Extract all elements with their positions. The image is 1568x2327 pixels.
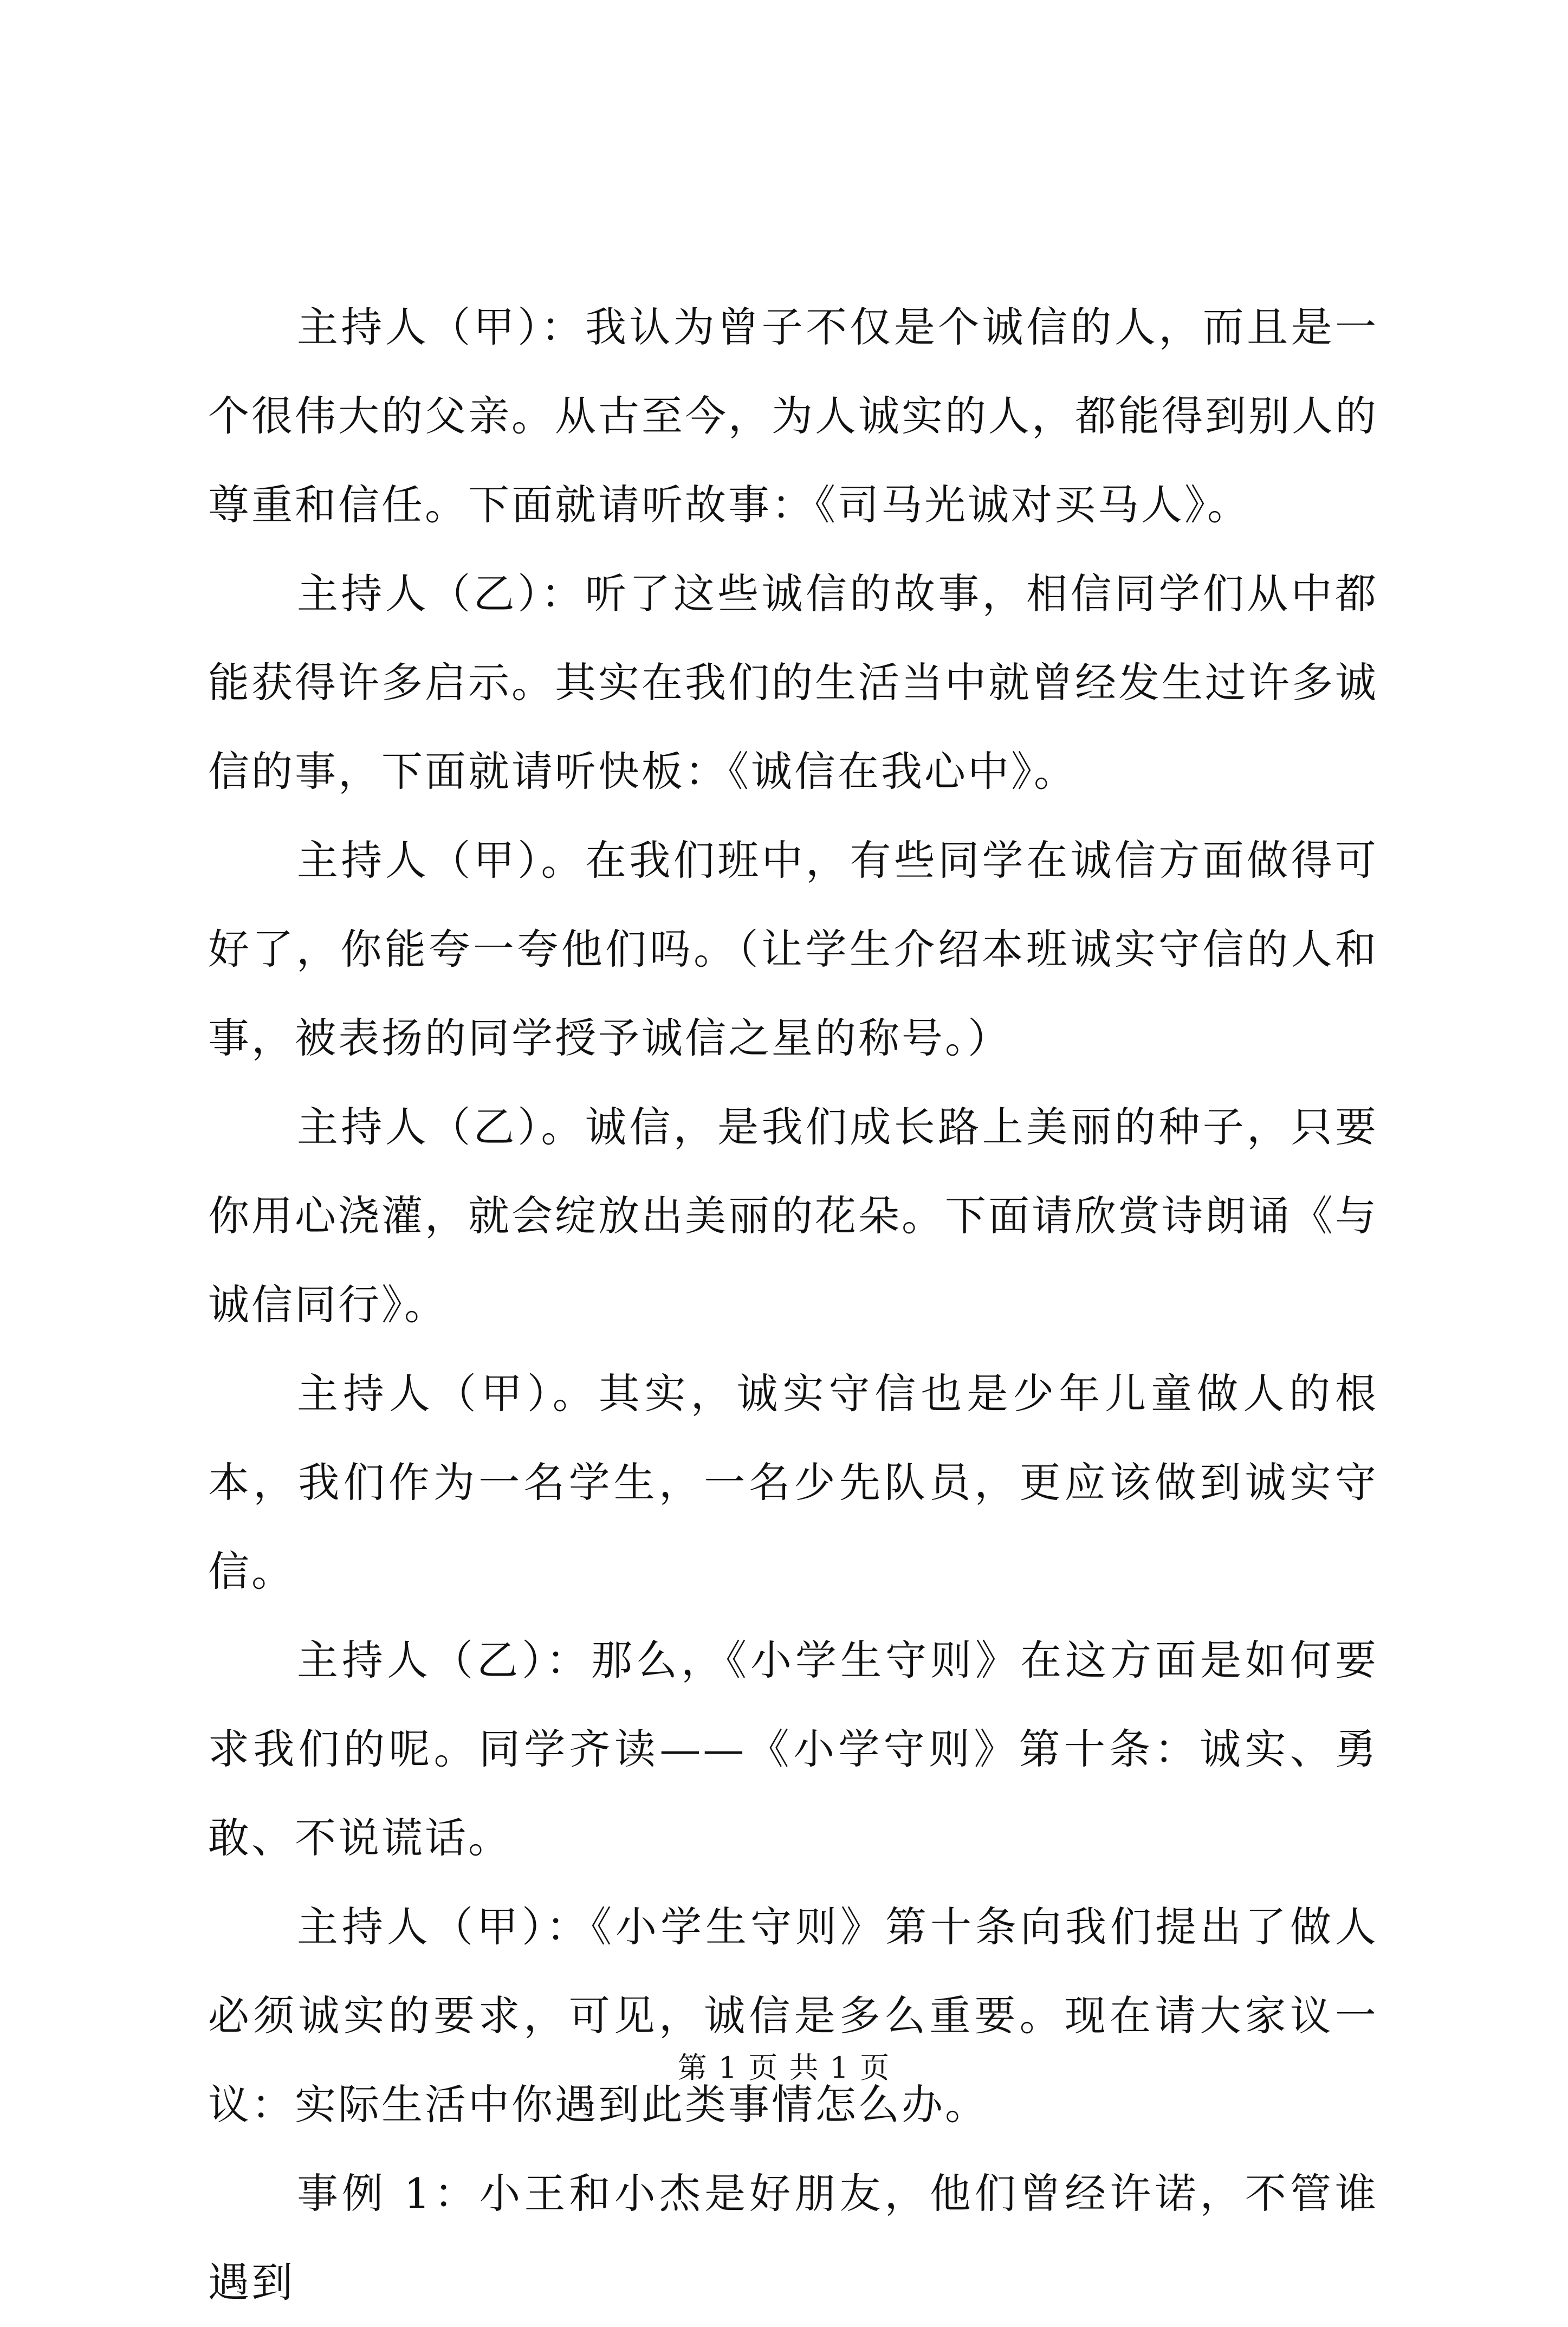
paragraph: 主持人（甲）。在我们班中，有些同学在诚信方面做得可好了，你能夸一夸他们吗。（让学生介绍本班诚实守信的人和事，被表扬的同学授予诚信之星的称号。） <box>208 836 1378 1062</box>
page-footer: 第 1 页 共 1 页 <box>677 2051 891 2085</box>
paragraph: 主持人（乙）：那么，《小学生守则》在这方面是如何要求我们的呢。同学齐读——《小学守则》第十条：诚实、勇敢、不说谎话。 <box>208 1636 1378 1862</box>
paragraph: 主持人（甲）：《小学生守则》第十条向我们提出了做人必须诚实的要求，可见，诚信是多么重要。现在请大家议一议：实际生活中你遇到此类事情怎么办。 <box>208 1903 1378 2129</box>
paragraph: 主持人（乙）。诚信，是我们成长路上美丽的种子，只要你用心浇灌，就会绽放出美丽的花朵。下面请欣赏诗朗诵《与诚信同行》。 <box>208 1103 1378 1329</box>
paragraph: 主持人（甲）。其实，诚实守信也是少年儿童做人的根本，我们作为一名学生，一名少先队员，更应该做到诚实守信。 <box>208 1369 1378 1595</box>
paragraph: 主持人（乙）：听了这些诚信的故事，相信同学们从中都能获得许多启示。其实在我们的生活当中就曾经发生过许多诚信的事，下面就请听快板：《诚信在我心中》。 <box>208 570 1378 796</box>
paragraph: 事例 1：小王和小杰是好朋友，他们曾经许诺，不管谁遇到 <box>208 2169 1378 2306</box>
paragraph: 主持人（甲）：我认为曾子不仅是个诚信的人，而且是一个很伟大的父亲。从古至今，为人诚实的人，都能得到别人的尊重和信任。下面就请听故事：《司马光诚对买马人》。 <box>208 303 1378 529</box>
document-body <box>208 283 1378 2327</box>
